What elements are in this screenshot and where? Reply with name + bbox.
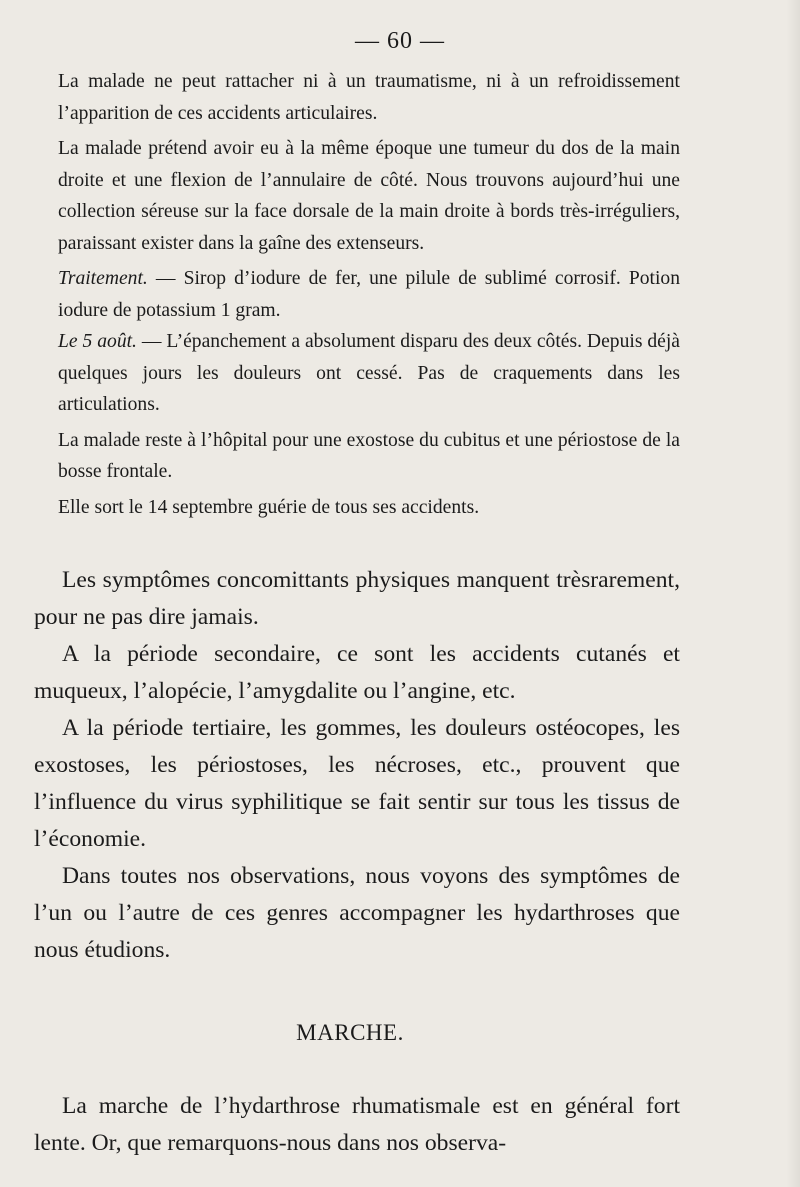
marche-text-block — [34, 1088, 680, 1162]
main-paragraph-3: A la période tertiaire, les gommes, les douleurs ostéocopes, les exostoses, les périostoses, les nécroses, etc., prouvent que l’influence du virus syphilitique se fait sentir sur tous les tissus de l’économie. — [34, 715, 680, 852]
case-paragraph-3 — [58, 263, 680, 326]
main-paragraph-2: A la période secondaire, ce sont les accidents cutanés et muqueux, l’alopécie, l’amygdalite ou l’angine, etc. — [34, 641, 680, 704]
case-paragraph-2: La malade prétend avoir eu à la même époque une tumeur du dos de la main droite et une flexion de l’annulaire de côté. Nous trouvons aujourd’hui une collection séreuse sur la face dorsale de la main droite à bords très-irréguliers, paraissant exister dans la gaîne des extenseurs. — [58, 138, 680, 254]
case-paragraph-1: La malade ne peut rattacher ni à un traumatisme, ni à un refroidissement l’apparition de ces accidents articulaires. — [58, 71, 680, 124]
main-text-block — [34, 562, 680, 969]
case-text-traitement: — Sirop d’iodure de fer, une pilule de sublimé corrosif. Potion iodure de potassium 1 gram. — [58, 268, 680, 321]
page-number: — 60 — — [355, 28, 445, 54]
case-paragraph-4 — [58, 326, 680, 421]
case-text-date: — L’épanchement a absolument disparu des deux côtés. Depuis déjà quelques jours les douleurs ont cessé. Pas de craquements dans les articulations. — [58, 331, 680, 415]
main-paragraph-1: Les symptômes concomittants physiques manquent trèsrarement, pour ne pas dire jamais. — [34, 567, 680, 630]
page-edge-shadow — [786, 0, 800, 1187]
main-paragraph-4: Dans toutes nos observations, nous voyons des symptômes de l’un ou l’autre de ces genres accompagner les hydarthroses que nous étudions. — [34, 863, 680, 963]
case-paragraph-6: Elle sort le 14 septembre guérie de tous ses accidents. — [58, 496, 480, 518]
case-observation-block — [58, 66, 680, 523]
case-label-date: Le 5 août. — [58, 331, 137, 352]
case-label-traitement: Traitement. — [58, 268, 148, 289]
case-paragraph-5: La malade reste à l’hôpital pour une exostose du cubitus et une périostose de la bosse frontale. — [58, 429, 680, 482]
marche-paragraph-1: La marche de l’hydarthrose rhumatismale est en général fort lente. Or, que remarquons-nous dans nos observa- — [34, 1093, 680, 1156]
section-heading: MARCHE. — [296, 1020, 404, 1045]
